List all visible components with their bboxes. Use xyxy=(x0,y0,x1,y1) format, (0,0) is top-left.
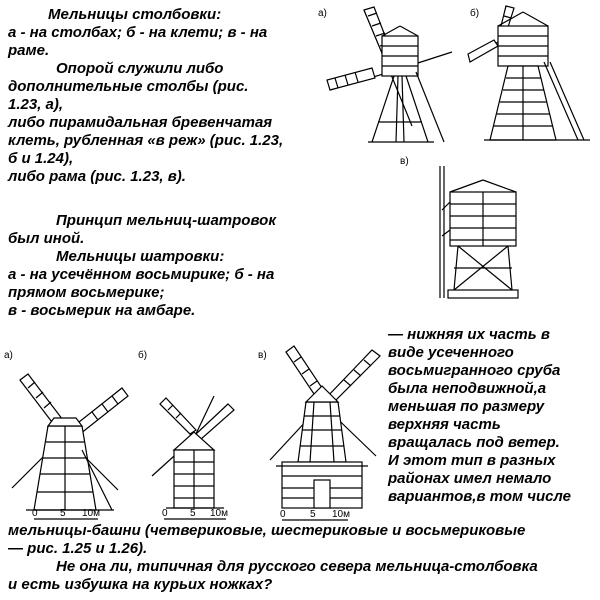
text-line: раме. xyxy=(8,42,50,59)
figure-label-a: а) xyxy=(318,8,327,19)
text-line: меньшая по размеру xyxy=(388,398,545,415)
text-line: Опорой служили либо xyxy=(56,60,224,77)
text-line: была неподвижной,а xyxy=(388,380,547,397)
scale-label-five: 5 xyxy=(60,508,66,519)
text-line: клеть, рубленная «в реж» (рис. 1.23, xyxy=(8,132,284,149)
figure-post-mill-on-posts xyxy=(312,2,462,150)
figure-label-b: б) xyxy=(470,8,480,19)
text-line: б и 1.24), xyxy=(8,150,74,167)
text-line: дополнительные столбы (рис. xyxy=(8,78,249,95)
figure-label-b: б) xyxy=(138,350,148,361)
text-line: Мельницы шатровки: xyxy=(56,248,225,265)
text-line: либо рама (рис. 1.23, в). xyxy=(8,168,186,185)
text-line: в - восьмерик на амбаре. xyxy=(8,302,196,319)
text-line: верхняя часть xyxy=(388,416,501,433)
text-line: вариантов,в том числе xyxy=(388,488,571,505)
text-line: а - на столбах; б - на клети; в - на xyxy=(8,24,268,41)
text-line: вращалась под ветер. xyxy=(388,434,560,451)
text-line: восьмигранного сруба xyxy=(388,362,561,379)
text-line: — нижняя их часть в xyxy=(388,326,550,343)
text-line: прямом восьмерике; xyxy=(8,284,165,301)
scale-label-ten: 10м xyxy=(332,509,350,520)
text-line: Принцип мельниц-шатровок xyxy=(56,212,276,229)
scale-label-zero: 0 xyxy=(280,509,286,520)
scale-label-ten: 10м xyxy=(82,508,100,519)
text-line: был иной. xyxy=(8,230,85,247)
scale-label-zero: 0 xyxy=(162,508,168,519)
text-line: мельницы-башни (четвериковые, шестериковые и восьмериковые xyxy=(8,522,526,539)
figure-label-v: в) xyxy=(258,350,267,361)
figure-post-mill-on-crib xyxy=(466,2,598,150)
text-line: виде усеченного xyxy=(388,344,514,361)
figure-tent-mill-truncated xyxy=(2,350,130,526)
figure-post-mill-on-frame xyxy=(398,150,538,300)
text-line: либо пирамидальная бревенчатая xyxy=(8,114,273,131)
scale-label-zero: 0 xyxy=(32,508,38,519)
figure-tent-mill-on-barn xyxy=(256,342,386,526)
scale-label-five: 5 xyxy=(310,509,316,520)
text-line: районах имел немало xyxy=(388,470,552,487)
figure-label-v: в) xyxy=(400,156,409,167)
text-line: и есть избушка на курьих ножках? xyxy=(8,576,273,593)
text-line: Не она ли, типичная для русского севера мельница-столбовка xyxy=(56,558,538,575)
bottom-text-block xyxy=(8,522,538,594)
text-line: И этот тип в разных xyxy=(388,452,556,469)
text-line: 1.23, а), xyxy=(8,96,64,113)
top-text-block xyxy=(8,6,283,186)
text-line: — рис. 1.25 и 1.26). xyxy=(8,540,148,557)
text-line: а - на усечённом восьмирике; б - на xyxy=(8,266,275,283)
scale-label-five: 5 xyxy=(190,508,196,519)
scale-label-ten: 10м xyxy=(210,508,228,519)
text-line: Мельницы столбовки: xyxy=(48,6,222,23)
right-text-block xyxy=(388,326,571,506)
middle-text-block xyxy=(8,212,276,320)
figure-tent-mill-straight xyxy=(134,350,254,526)
figure-label-a: а) xyxy=(4,350,13,361)
